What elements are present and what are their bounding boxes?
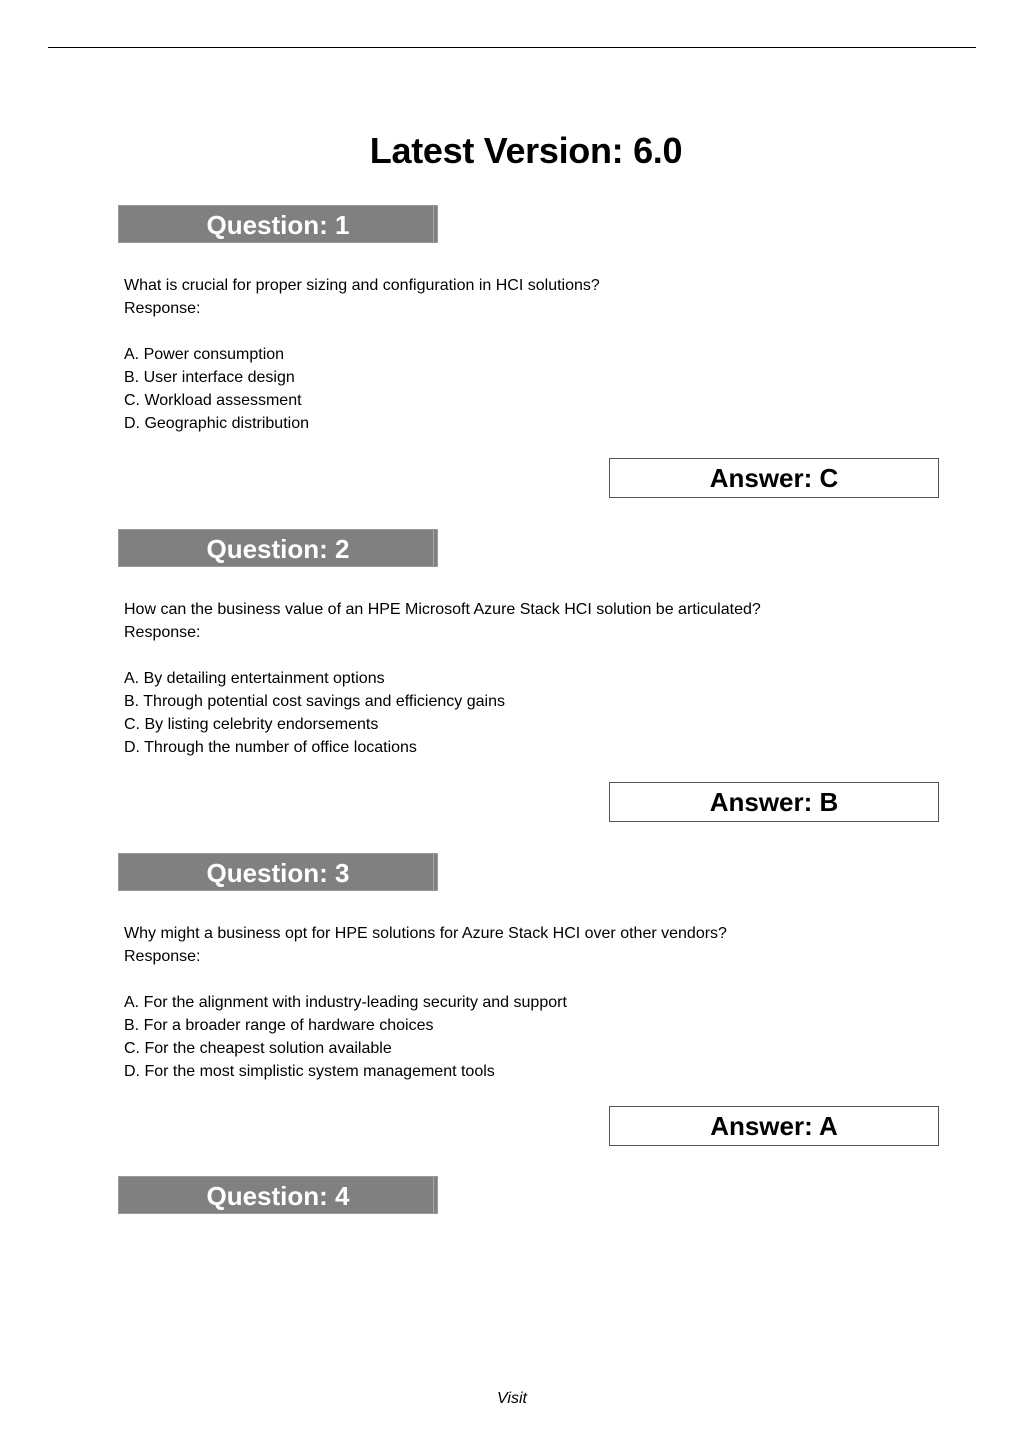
page-title: Latest Version: 6.0 (369, 130, 683, 171)
answer-option: B. For a broader range of hardware choices (124, 1017, 434, 1034)
answer-box: Answer: C (609, 458, 939, 498)
answer-option: A. For the alignment with industry-leading security and support (124, 994, 567, 1011)
answer-option: C. For the cheapest solution available (124, 1040, 392, 1057)
answer-option: A. Power consumption (124, 346, 285, 363)
response-label: Response: (124, 948, 201, 965)
answer-option: D. Geographic distribution (124, 415, 309, 432)
answer-option: B. User interface design (124, 369, 295, 386)
answer-option: C. Workload assessment (124, 392, 302, 409)
question-prompt: What is crucial for proper sizing and configuration in HCI solutions? (124, 277, 600, 294)
answer-option: D. Through the number of office locations (124, 739, 417, 756)
top-divider (48, 47, 976, 48)
answer-option: C. By listing celebrity endorsements (124, 716, 379, 733)
answer-box: Answer: A (609, 1106, 939, 1146)
spacer (124, 320, 944, 343)
answer-option: D. For the most simplistic system management tools (124, 1063, 495, 1080)
response-label: Response: (124, 624, 201, 641)
answer-box: Answer: B (609, 782, 939, 822)
answer-option: A. By detailing entertainment options (124, 670, 385, 687)
question-prompt: How can the business value of an HPE Microsoft Azure Stack HCI solution be articulated? (124, 601, 761, 618)
question-header: Question: 4 (118, 1176, 438, 1214)
footer-text: Visit (497, 1390, 527, 1407)
spacer (124, 968, 944, 991)
response-label: Response: (124, 300, 201, 317)
question-header: Question: 1 (118, 205, 438, 243)
question-prompt: Why might a business opt for HPE solutions for Azure Stack HCI over other vendors? (124, 925, 727, 942)
question-body (124, 598, 944, 759)
question-body (124, 274, 944, 435)
answer-option: B. Through potential cost savings and efficiency gains (124, 693, 505, 710)
spacer (124, 644, 944, 667)
question-header: Question: 2 (118, 529, 438, 567)
question-body (124, 922, 944, 1083)
question-header: Question: 3 (118, 853, 438, 891)
